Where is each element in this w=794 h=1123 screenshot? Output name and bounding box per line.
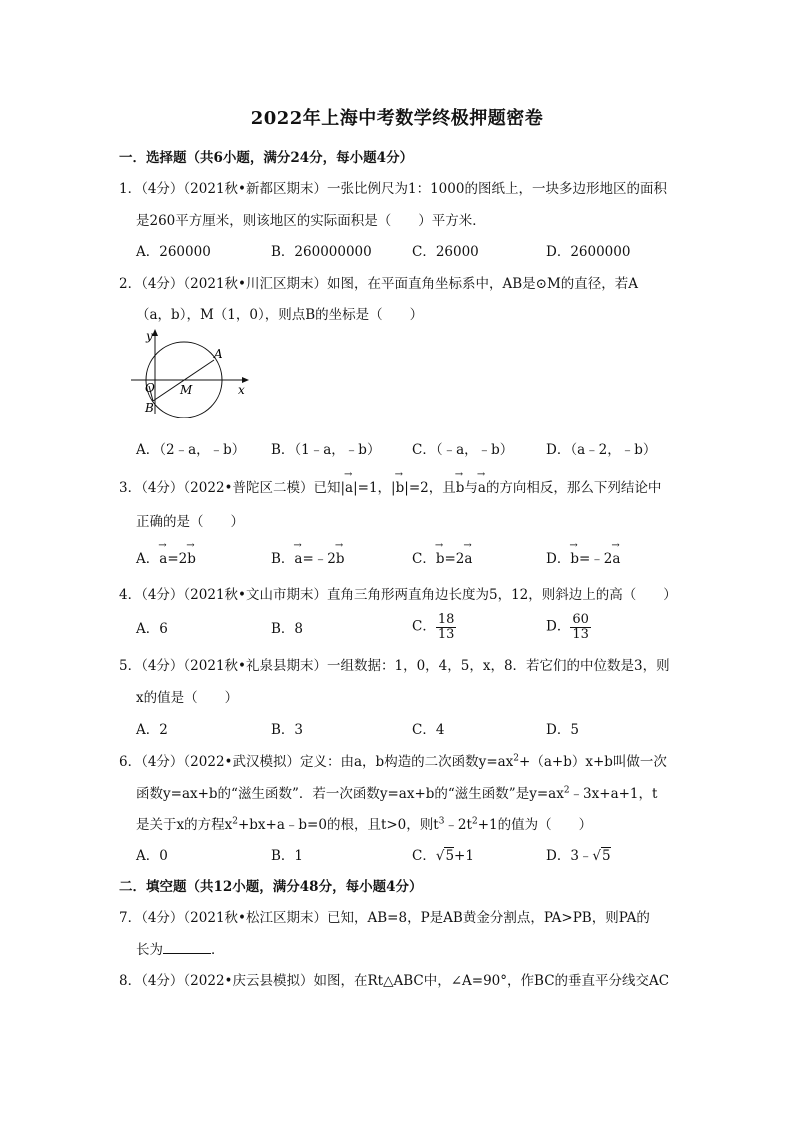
q4-line1: 4．（4分）（2021秋•文山市期末）直角三角形两直角边长度为5，12，则斜边上的高（ ） [119,587,677,603]
point-a-label: A [214,347,223,361]
vector-b: → b [456,480,465,496]
section-heading-choice: 一．选择题（共6小题，满分24分，每小题4分） [119,150,414,166]
q2-option-b[interactable]: B．（1﹣a，﹣b） [271,442,381,458]
origin-label: O [145,381,155,395]
point-b-label: B [145,401,154,415]
q3-option-d[interactable]: D．→ b=﹣2→ a [546,547,620,567]
q5-line1: 5．（4分）（2021秋•礼泉县期末）一组数据：1，0，4，5，x，8．若它们的中位数是3，则 [119,658,670,674]
q3-line1: 3．（4分）（2022•普陀区二模）已知|→ a|=1，|→ b|=2，且→ b与→ a的方向相反，那么下列结论中 [119,476,661,496]
q4-option-b[interactable]: B．8 [271,621,304,637]
q3-option-a[interactable]: A．→ a=2→ b [136,547,196,567]
q4-option-a[interactable]: A．6 [136,621,168,637]
q5-line2: x的值是（ ） [136,690,239,706]
section-heading-fill: 二．填空题（共12小题，满分48分，每小题4分） [119,879,423,895]
q6-line3: 是关于x的方程$x^2+bx+a﹣b=0$的根，且t>0，则$t^3﹣2t^2+1$的值为（ ） [136,816,593,833]
vector-b: → b [396,480,405,496]
q6-line2: 函数y=ax+b的“滋生函数”．若一次函数y=ax+b的“滋生函数”是$y=ax^2﹣3x+a+1$，t [136,785,658,802]
q2-option-a[interactable]: A．（2﹣a，﹣b） [136,442,246,458]
y-axis-label: y [146,329,153,343]
q5-option-c[interactable]: C．4 [412,722,445,738]
x-axis-label: x [238,383,245,397]
q1-option-a[interactable]: A．260000 [136,244,211,260]
q2-circle-figure [128,326,258,418]
q7-line1: 7．（4分）（2021秋•松江区期末）已知，AB=8，P是AB黄金分割点，PA>PB，则PA的 [119,910,650,926]
q2-option-c[interactable]: C．（﹣a，﹣b） [412,442,514,458]
q6-option-a[interactable]: A．0 [136,848,168,864]
q1-line1: 1．（4分）（2021秋•新都区期末）一张比例尺为1：1000的图纸上，一块多边形地区的面积 [119,181,667,197]
q6-option-b[interactable]: B．1 [271,848,304,864]
vector-a: → a [345,480,353,496]
q5-option-d[interactable]: D．5 [546,722,579,738]
q6-option-c[interactable]: C．√5+1 [412,848,474,864]
q1-option-b[interactable]: B．260000000 [271,244,372,260]
q1-option-d[interactable]: D．2600000 [546,244,631,260]
q2-line2: （a，b），M（1，0），则点B的坐标是（ ） [136,307,424,323]
q2-option-d[interactable]: D．（a﹣2，﹣b） [546,442,657,458]
q2-line1: 2．（4分）（2021秋•川汇区期末）如图，在平面直角坐标系中，AB是⊙M的直径，若A [119,276,639,292]
q7-line2: 长为 ． [136,942,225,958]
q3-line2: 正确的是（ ） [136,514,244,530]
q5-option-b[interactable]: B．3 [271,722,304,738]
q4-option-c[interactable]: C． $\frac{18}{13}$ [412,612,455,642]
q3-option-b[interactable]: B．→ a=﹣2→ b [271,547,345,567]
page-title: 2022年上海中考数学终极押题密卷 [250,108,544,129]
q5-option-a[interactable]: A．2 [136,722,168,738]
answer-blank[interactable] [163,941,211,954]
q3-option-c[interactable]: C．→ b=2→ a [412,547,472,567]
q1-line2: 是260平方厘米，则该地区的实际面积是（ ）平方米． [136,213,486,229]
q6-option-d[interactable]: D．3﹣√5 [546,848,611,864]
fraction: $\frac{18}{13}$ [437,612,455,642]
q8-line1: 8．（4分）（2022•庆云县模拟）如图，在Rt△ABC中，∠A=90°，作BC的垂直平分线交AC [119,973,670,989]
center-m-label: M [180,383,193,397]
vector-a: → a [478,480,486,496]
fraction: $\frac{60}{13}$ [572,612,589,642]
q6-line1: 6．（4分）（2022•武汉模拟）定义：由a，b构造的二次函数$y=ax^2+(a+b)x+b$叫做一次 [119,753,667,770]
q4-option-d[interactable]: D． $\frac{60}{13}$ [546,612,589,642]
q1-option-c[interactable]: C．26000 [412,244,479,260]
